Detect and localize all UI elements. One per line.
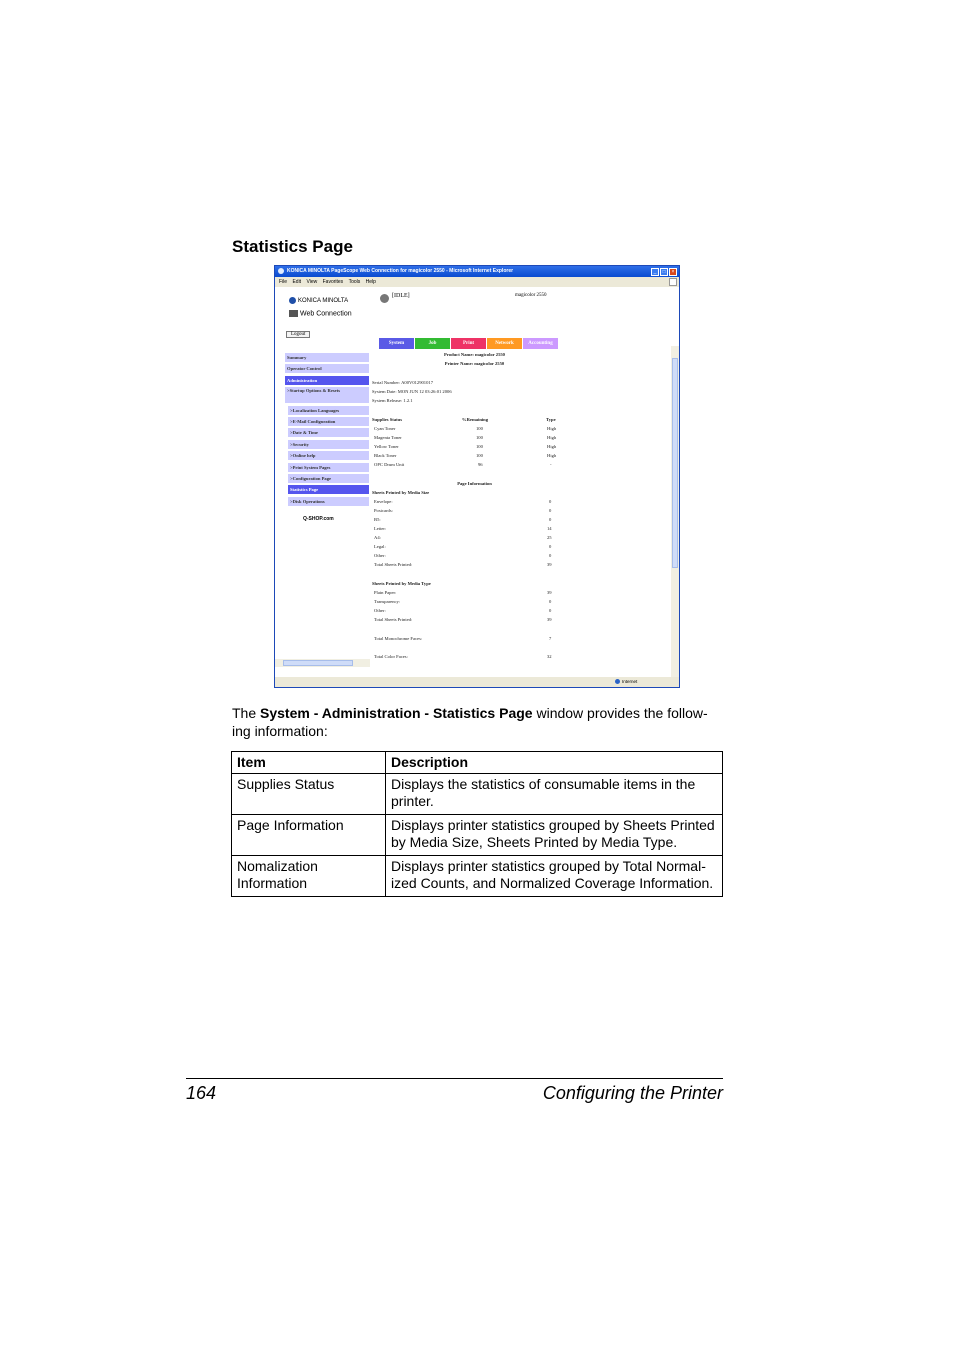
sidebar-item-operator-control[interactable]: Operator Control [285,364,369,373]
sidebar-item-configuration-page[interactable]: >Configuration Page [288,474,369,483]
web-connection-logo [289,310,352,317]
printer-status-icon [380,294,389,303]
table-header-row [232,752,723,774]
size-value: 0 [549,499,552,504]
pagescope-icon [289,310,298,317]
printer-model: magicolor 2550 [515,293,547,298]
size-label: Postcards: [374,508,393,513]
sidebar-nav [285,353,369,508]
supply-type: High [547,453,557,458]
row-description: Displays the statistics of consumable items in the printer. [386,774,723,815]
table-row [232,774,723,815]
size-value: 39 [547,562,552,567]
sidebar-item-security[interactable]: >Security [288,440,369,449]
size-value: 0 [549,517,552,522]
color-faces-label: Total Color Faces: [374,654,408,659]
type-value: 0 [549,599,552,604]
sidebar-item-online-help[interactable]: >Online help [288,451,369,460]
logo-product-text: Web Connection [300,310,352,318]
table-row [232,815,723,856]
browser-window-screenshot [274,265,680,688]
size-value: 0 [549,544,552,549]
by-size-title: Sheets Printed by Media Size [372,490,430,495]
chapter-title: Configuring the Printer [542,1083,723,1103]
table-row [232,856,723,897]
size-label: Letter: [374,526,387,531]
supply-pct: 96 [478,462,483,467]
row-description: Displays printer statistics grouped by Total Normal-ized Counts, and Normalized Coverage Information. [386,856,723,897]
size-value: 0 [549,508,552,513]
sidebar-item-print-system-pages[interactable]: >Print System Pages [288,463,369,472]
size-value: 25 [547,535,552,540]
sidebar-item-startup-options[interactable]: >Startup Options & Resets [285,387,369,403]
logo-brand-text: KONICA MINOLTA [298,298,349,305]
type-label: Other: [374,608,386,613]
sidebar-item-disk-operations[interactable]: >Disk Operations [288,497,369,506]
type-label: Total Sheets Printed: [374,617,413,622]
supply-type: High [547,426,557,431]
minimize-icon[interactable]: _ [651,268,659,276]
intro-paragraph [232,704,724,740]
sidebar-item-localization[interactable]: >Localization Languages [288,406,369,415]
row-item: Supplies Status [232,774,386,815]
sidebar-item-statistics-page[interactable]: Statistics Page [288,485,369,494]
header-item: Item [232,752,386,774]
supply-name: Yellow Toner [374,444,399,449]
mono-faces-label: Total Monochrome Faces: [374,636,423,641]
type-value: 39 [547,617,552,622]
supply-pct: 100 [476,453,483,458]
tab-print[interactable]: Print [451,338,486,349]
page-content [275,287,679,677]
menu-tools[interactable]: Tools [348,279,361,285]
system-date: System Date: MON JUN 12 03:26:01 2006 [372,389,452,394]
type-label: Transparency: [374,599,401,604]
size-value: 0 [549,553,552,558]
page-info-title: Page Information [457,481,492,486]
window-title: KONICA MINOLTA PageScope Web Connection for magicolor 2550 - Microsoft Internet Explorer [287,268,514,274]
main-tabs [379,331,559,349]
serial-number: Serial Number: A00V012901017 [372,380,433,385]
header-description: Description [386,752,723,774]
supply-name: Black Toner [374,453,397,458]
menu-bar [275,277,679,287]
sidebar-item-administration[interactable]: Administration [285,376,369,385]
tab-network[interactable]: Network [487,338,522,349]
tab-job[interactable]: Job [415,338,450,349]
product-name: Product Name: magicolor 2550 [444,352,505,357]
sidebar-item-email-config[interactable]: >E-Mail Configuration [288,417,369,426]
logout-button[interactable]: Logout [286,331,310,338]
security-zone-label: Internet [622,679,638,684]
menu-view[interactable]: View [306,279,318,285]
browser-statusbar [275,677,679,687]
sidebar-item-summary[interactable]: Summary [285,353,369,362]
footer-rule [186,1078,723,1079]
type-value: 39 [547,590,552,595]
statistics-pane [372,349,672,674]
sidebar-item-date-time[interactable]: >Date & Time [288,428,369,437]
supply-name: Cyan Toner [374,426,396,431]
row-description: Displays printer statistics grouped by Sheets Printed by Media Size, Sheets Printed by Media Type. [386,815,723,856]
page-number: 164 [186,1083,217,1103]
mono-faces-value: 7 [549,636,552,641]
tab-system[interactable]: System [379,338,414,349]
supply-pct: 100 [476,444,483,449]
vertical-scrollbar[interactable] [671,346,679,677]
supplies-header-item: Supplies Status [372,417,403,422]
supply-name: OPC Drum Unit [374,462,405,467]
info-table [231,751,723,897]
color-faces-value: 32 [547,654,552,659]
supply-type: High [547,435,557,440]
menu-file[interactable]: File [279,279,288,285]
qshop-logo[interactable]: Q-SHOP.com [303,516,334,522]
section-heading: Statistics Page [232,237,353,256]
tab-accounting[interactable]: Accounting [523,338,558,349]
type-value: 0 [549,608,552,613]
supply-type: - [550,462,552,467]
supply-pct: 100 [476,435,483,440]
supplies-header-remaining: %Remaining [462,417,489,422]
system-release: System Release: 1.2.1 [372,398,413,403]
security-zone [615,677,637,687]
ie-icon [278,268,284,274]
menu-favorites[interactable]: Favorites [322,279,344,285]
row-item: Nomalization Information [232,856,386,897]
supply-pct: 100 [476,426,483,431]
konica-minolta-logo [289,297,348,304]
size-value: 14 [547,526,552,531]
horizontal-scrollbar[interactable] [275,659,370,667]
intro-pre: The [232,705,261,721]
size-label: A4: [374,535,381,540]
scrollbar-thumb[interactable] [283,660,353,666]
by-type-title: Sheets Printed by Media Type [372,581,431,586]
size-label: Other: [374,553,386,558]
size-label: B5: [374,517,381,522]
size-label: Total Sheets Printed: [374,562,413,567]
intro-post: window provides the follow-ing information: [232,705,708,739]
size-label: Legal: [374,544,386,549]
supply-type: High [547,444,557,449]
size-label: Envelope: [374,499,393,504]
scrollbar-thumb[interactable] [672,358,678,568]
row-item: Page Information [232,815,386,856]
intro-bold: System - Administration - Statistics Page [260,705,533,721]
menu-edit[interactable]: Edit [292,279,302,285]
brand-mark-icon [289,297,296,304]
maximize-icon[interactable]: □ [660,268,668,276]
menu-help[interactable]: Help [365,279,376,285]
printer-status: [IDLE] [392,293,410,299]
printer-name: Printer Name: magicolor 2550 [444,361,505,366]
globe-icon [615,679,620,684]
supply-name: Magenta Toner [374,435,402,440]
type-label: Plain Paper: [374,590,397,595]
close-icon[interactable]: × [669,268,677,276]
windows-flag-icon [669,278,677,286]
supplies-header-type: Type [546,417,556,422]
window-titlebar [275,266,679,277]
